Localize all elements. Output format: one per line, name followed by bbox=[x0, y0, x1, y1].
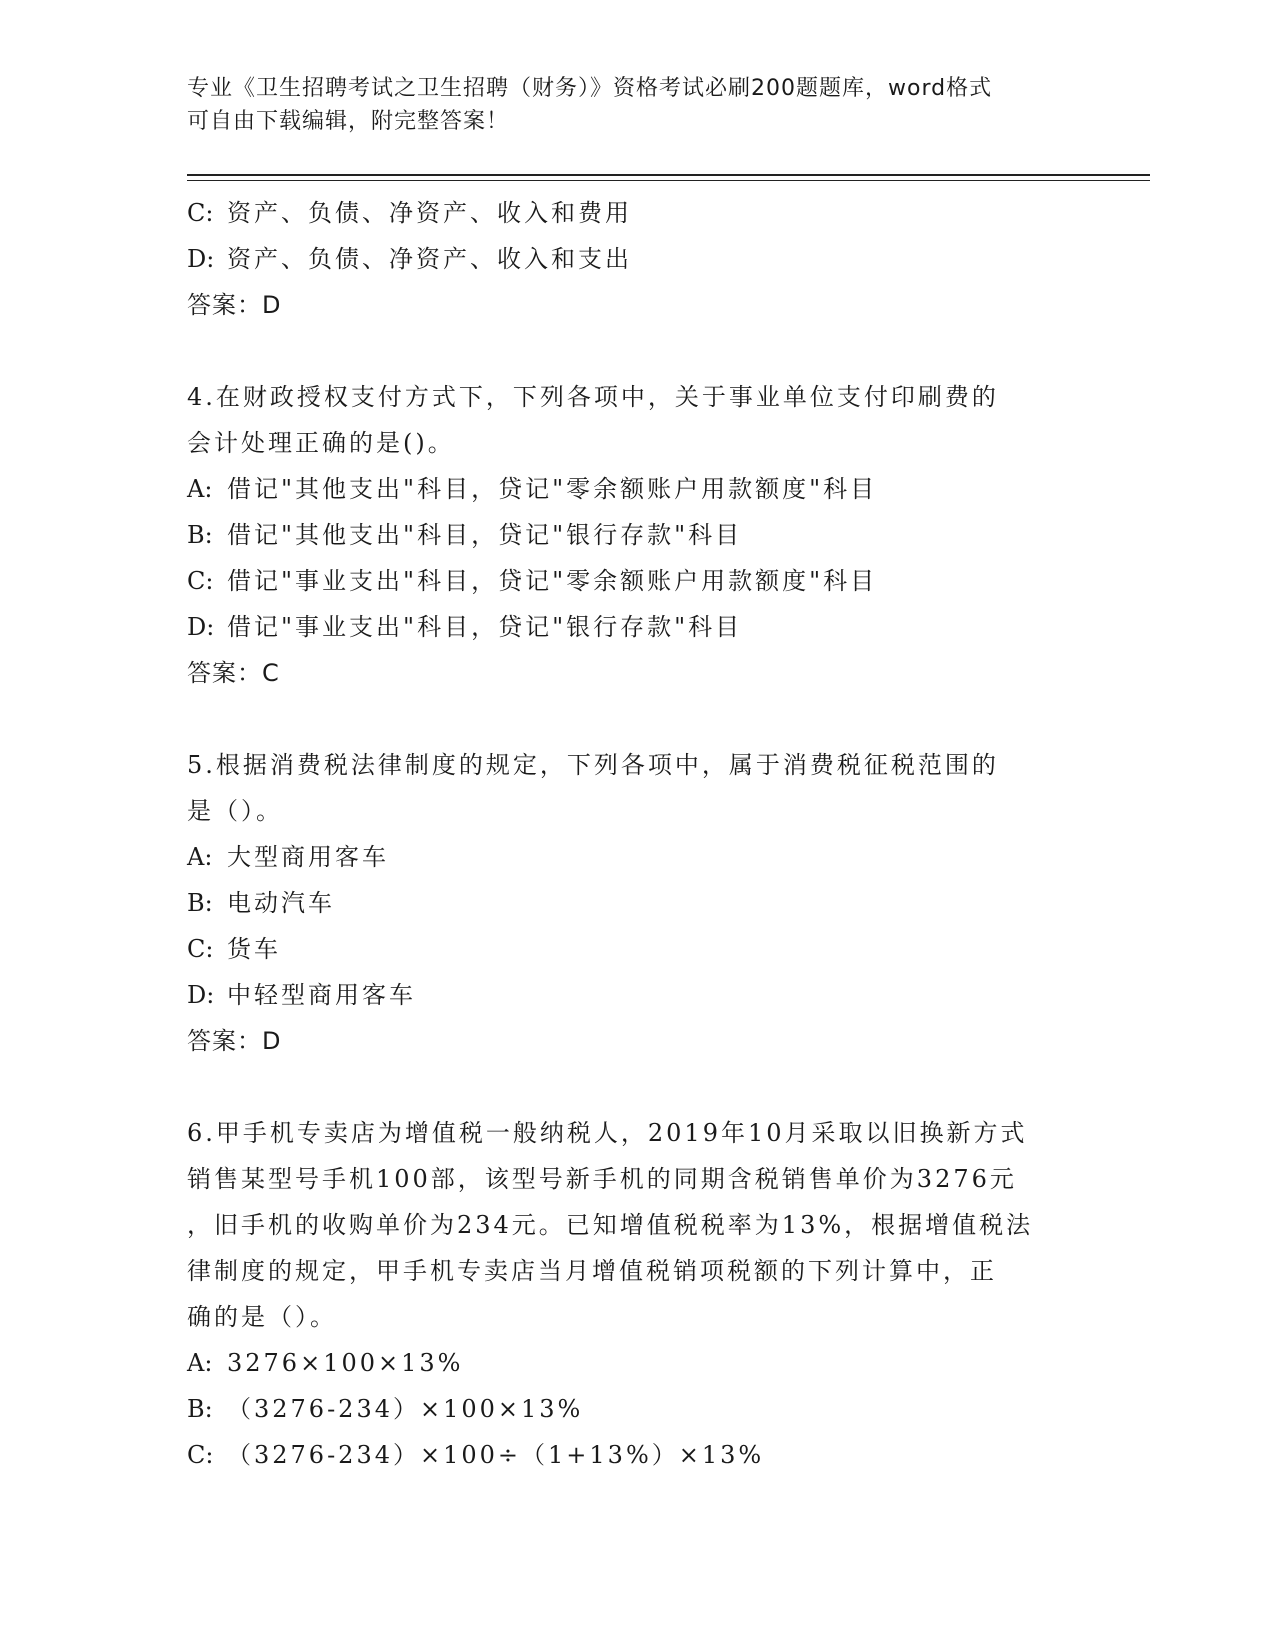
spacer bbox=[187, 328, 1087, 374]
q5-answer: 答案：D bbox=[187, 1027, 282, 1055]
option-label: C: bbox=[187, 199, 214, 227]
option-text: 大型商用客车 bbox=[227, 843, 389, 871]
option-label: B: bbox=[187, 521, 213, 549]
spacer bbox=[187, 696, 1087, 742]
option-label: A: bbox=[187, 475, 213, 503]
q5-option-d bbox=[187, 972, 1087, 1018]
option-label: D: bbox=[187, 245, 215, 273]
q3-option-d bbox=[187, 236, 1087, 282]
option-text: 电动汽车 bbox=[227, 889, 335, 917]
option-label: B: bbox=[187, 1395, 213, 1423]
q5-stem-line-2: 是（）。 bbox=[187, 797, 283, 825]
q6-stem-line-4: 律制度的规定，甲手机专卖店当月增值税销项税额的下列计算中，正 bbox=[187, 1257, 997, 1285]
option-label: C: bbox=[187, 567, 214, 595]
option-text: 资产、负债、净资产、收入和支出 bbox=[227, 245, 632, 273]
q4-option-d bbox=[187, 604, 1087, 650]
q6-option-a bbox=[187, 1340, 1087, 1386]
q6-stem-line-3: ，旧手机的收购单价为234元。已知增值税税率为13%，根据增值税法 bbox=[187, 1211, 1034, 1239]
q5-stem-line-1: 5.根据消费税法律制度的规定，下列各项中，属于消费税征税范围的 bbox=[187, 751, 999, 779]
option-label: D: bbox=[187, 981, 215, 1009]
header-divider-top bbox=[187, 174, 1150, 176]
spacer bbox=[187, 1064, 1087, 1110]
option-text: 借记"其他支出"科目，贷记"银行存款"科目 bbox=[227, 521, 743, 549]
q6-option-c bbox=[187, 1432, 1087, 1478]
q6-stem-line-5: 确的是（）。 bbox=[187, 1303, 337, 1331]
header-line-1: 专业《卫生招聘考试之卫生招聘（财务）》资格考试必刷200题题库，word格式 bbox=[187, 76, 993, 101]
option-label: D: bbox=[187, 613, 215, 641]
page-header bbox=[187, 72, 1087, 138]
q5-option-c bbox=[187, 926, 1087, 972]
option-label: C: bbox=[187, 935, 214, 963]
option-text: （3276-234）×100÷（1+13%）×13% bbox=[227, 1441, 765, 1469]
q5-option-a bbox=[187, 834, 1087, 880]
q4-option-c bbox=[187, 558, 1087, 604]
option-text: 3276×100×13% bbox=[227, 1349, 464, 1377]
option-label: C: bbox=[187, 1441, 214, 1469]
question-content bbox=[187, 190, 1087, 1478]
option-text: 资产、负债、净资产、收入和费用 bbox=[227, 199, 632, 227]
q4-stem-line-2: 会计处理正确的是()。 bbox=[187, 429, 455, 457]
q6-stem-line-2: 销售某型号手机100部，该型号新手机的同期含税销售单价为3276元 bbox=[187, 1165, 1017, 1193]
option-text: 借记"其他支出"科目，贷记"零余额账户用款额度"科目 bbox=[227, 475, 878, 503]
option-text: （3276-234）×100×13% bbox=[227, 1395, 584, 1423]
q4-option-b bbox=[187, 512, 1087, 558]
option-text: 借记"事业支出"科目，贷记"银行存款"科目 bbox=[227, 613, 743, 641]
option-label: A: bbox=[187, 1349, 213, 1377]
option-text: 中轻型商用客车 bbox=[227, 981, 416, 1009]
option-label: A: bbox=[187, 843, 213, 871]
header-line-2: 可自由下载编辑，附完整答案！ bbox=[187, 109, 510, 134]
header-divider-bottom bbox=[187, 180, 1150, 181]
q4-option-a bbox=[187, 466, 1087, 512]
q4-answer: 答案：C bbox=[187, 659, 280, 687]
q4-stem-line-1: 4.在财政授权支付方式下，下列各项中，关于事业单位支付印刷费的 bbox=[187, 383, 999, 411]
q3-option-c bbox=[187, 190, 1087, 236]
q3-answer: 答案：D bbox=[187, 291, 282, 319]
q5-option-b bbox=[187, 880, 1087, 926]
q6-stem-line-1: 6.甲手机专卖店为增值税一般纳税人，2019年10月采取以旧换新方式 bbox=[187, 1119, 1028, 1147]
q6-option-b bbox=[187, 1386, 1087, 1432]
option-label: B: bbox=[187, 889, 213, 917]
option-text: 货车 bbox=[227, 935, 281, 963]
option-text: 借记"事业支出"科目，贷记"零余额账户用款额度"科目 bbox=[227, 567, 878, 595]
